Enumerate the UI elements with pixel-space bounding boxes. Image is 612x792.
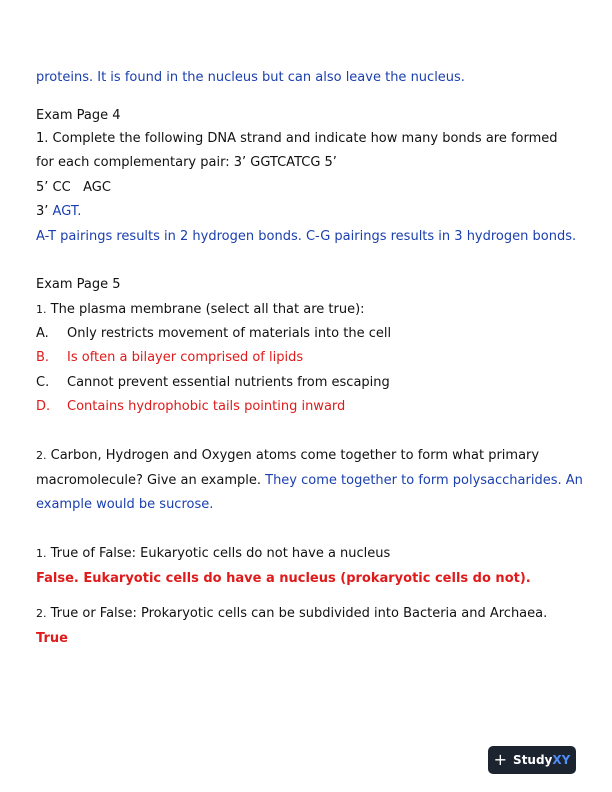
exam-page-4-heading: Exam Page 4 (36, 108, 121, 123)
question-5-2-number: 2. (36, 449, 47, 462)
true-false-2-text: True or False: Prokaryotic cells can be subdivided into Bacteria and Archaea. (46, 606, 548, 621)
option-c (36, 375, 390, 391)
dna-strand-3-answer: AGT. (52, 204, 82, 219)
question-5-2-prompt: macromolecule? Give an example. (36, 473, 266, 488)
question-5-1 (36, 302, 365, 318)
option-b-text: Is often a bilayer comprised of lipids (67, 350, 304, 365)
question-4-1-line1: 1. Complete the following DNA strand and indicate how many bonds are formed (36, 131, 558, 146)
option-a-text: Only restricts movement of materials into the cell (67, 326, 392, 341)
plus-icon: + (493, 750, 508, 769)
true-false-1 (36, 546, 390, 562)
dna-strand-3-prefix: 3’ (36, 204, 53, 219)
option-c-text: Cannot prevent essential nutrients from escaping (67, 375, 390, 390)
option-c-letter: C. (36, 375, 50, 390)
question-5-2-line1 (36, 448, 539, 464)
answer-continuation: proteins. It is found in the nucleus but can also leave the nucleus. (36, 70, 465, 85)
true-false-2-number: 2. (36, 607, 47, 620)
option-a (36, 326, 391, 342)
question-5-1-number: 1. (36, 303, 47, 316)
true-false-1-text: True of False: Eukaryotic cells do not have a nucleus (46, 546, 391, 561)
logo-brand-study: Study (513, 753, 553, 767)
true-false-1-answer: False. Eukaryotic cells do have a nucleus (prokaryotic cells do not). (36, 571, 531, 586)
dna-strand-5: 5’ CC AGC (36, 180, 111, 195)
option-a-letter: A. (36, 326, 49, 341)
true-false-2 (36, 606, 547, 622)
exam-page-5-heading: Exam Page 5 (36, 277, 121, 292)
question-5-2-answer-line2: example would be sucrose. (36, 497, 214, 512)
bonds-answer: A-T pairings results in 2 hydrogen bonds. C-G pairings results in 3 hydrogen bonds. (36, 229, 577, 244)
option-d-text: Contains hydrophobic tails pointing inward (67, 399, 346, 414)
option-d (36, 399, 345, 415)
question-5-2-text: Carbon, Hydrogen and Oxygen atoms come together to form what primary (46, 448, 540, 463)
option-b (36, 350, 303, 366)
studyxy-logo[interactable] (488, 746, 576, 774)
dna-strand-3 (36, 204, 81, 220)
true-false-1-number: 1. (36, 547, 47, 560)
question-5-2-answer: They come together to form polysaccharides. An (265, 473, 583, 488)
question-4-1-line2: for each complementary pair: 3’ GGTCATCG 5’ (36, 155, 337, 170)
logo-brand-xy: XY (552, 753, 571, 767)
option-b-letter: B. (36, 350, 50, 365)
question-5-1-text: The plasma membrane (select all that are true): (46, 302, 365, 317)
option-d-letter: D. (36, 399, 51, 414)
true-false-2-answer: True (36, 631, 68, 646)
question-5-2-line2 (36, 473, 583, 489)
